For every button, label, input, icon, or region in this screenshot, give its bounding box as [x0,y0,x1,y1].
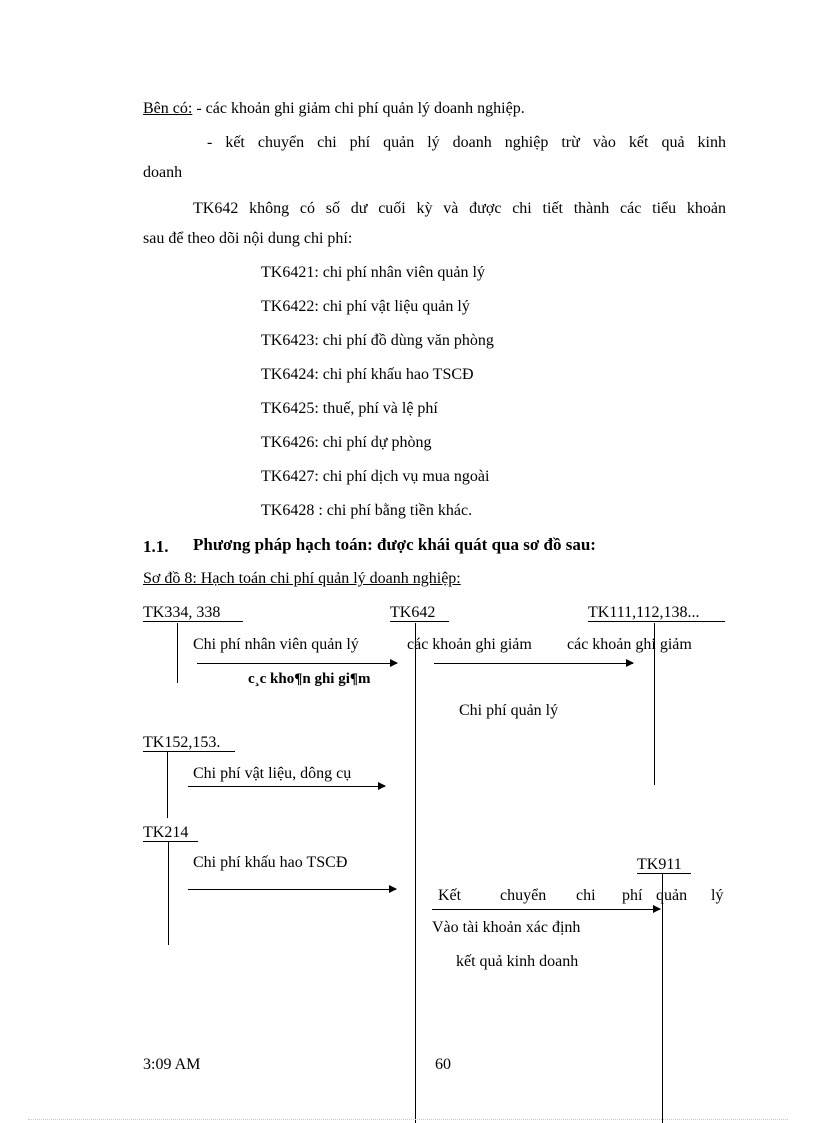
sub-account-6428: TK6428 : chi phí bằng tiền khác. [261,502,473,519]
label-depreciation-cost: Chi phí khấu hao TSCĐ [193,854,348,871]
account-tk334-338: TK334, 338 [143,604,221,621]
sub-account-6423: TK6423: chi phí đồ dùng văn phòng [261,332,494,349]
tk911-t-line [662,874,663,1123]
arrow-staff-to-tk642 [197,663,397,664]
transfer-line-2: Vào tài khoản xác định [432,919,581,936]
account-tk152-153: TK152,153. [143,734,221,751]
tk642-paragraph-line-1: TK642 không có số dư cuối kỳ và được chi tiết thành các tiểu khoản [193,200,726,217]
arrow-depreciation-to-tk642 [188,889,396,890]
sub-account-6426: TK6426: chi phí dự phòng [261,434,432,451]
tk642-paragraph-line-2: sau để theo dõi nội dung chi phí: [143,230,353,247]
footer-page-number: 60 [435,1056,451,1073]
tk334-underline [143,621,243,622]
section-heading: Phương pháp hạch toán: được khái quát qua sơ đồ sau: [193,535,596,554]
credit-side-label: Bên có: [143,100,193,117]
transfer-word-4: phí [622,887,643,904]
label-garbled-reduction: c¸c kho¶n ghi gi¶m [248,671,371,687]
label-material-cost: Chi phí vật liệu, dông cụ [193,765,352,782]
credit-side-item-2-cont: doanh [143,164,183,181]
tk152-underline [143,751,235,752]
sub-account-6424: TK6424: chi phí khấu hao TSCĐ [261,366,474,383]
tk111-underline [588,621,725,622]
transfer-line-3: kết quả kinh doanh [456,953,579,970]
transfer-word-1: Kết [438,887,462,904]
sub-account-6427: TK6427: chi phí dịch vụ mua ngoài [261,468,490,485]
account-tk214: TK214 [143,824,189,841]
tk911-underline [637,873,691,874]
page-bottom-divider [28,1119,788,1120]
section-number: 1.1. [143,537,169,556]
tk214-t-line [168,842,169,945]
tk334-t-line [177,623,178,683]
arrow-tk642-to-tk911 [432,909,660,910]
account-tk911: TK911 [637,856,682,873]
credit-side-item-1: - các khoản ghi giảm chi phí quản lý doanh nghiệp. [192,100,525,117]
arrow-tk642-to-tk111 [434,663,633,664]
transfer-word-5: quản [656,887,688,904]
transfer-word-2: chuyển [500,887,547,904]
footer-time: 3:09 AM [143,1056,201,1073]
tk152-t-line [167,752,168,818]
account-tk642: TK642 [390,604,436,621]
transfer-word-3: chi [576,887,596,904]
label-staff-cost: Chi phí nhân viên quản lý [193,636,359,653]
label-reduction-2: các khoản ghi giảm [567,636,692,653]
tk111-t-line [654,623,655,785]
tk214-underline [143,841,198,842]
account-tk111-112-138: TK111,112,138... [588,604,700,621]
label-management-cost: Chi phí quản lý [459,702,559,719]
credit-side-item-2: - kết chuyển chi phí quản lý doanh nghiệp trừ vào kết quả kinh [207,134,726,151]
tk642-t-line [415,623,416,1123]
transfer-word-6: lý [711,887,724,904]
sub-account-6422: TK6422: chi phí vật liệu quản lý [261,298,470,315]
arrow-material-to-tk642 [188,786,385,787]
diagram-caption: Sơ đồ 8: Hạch toán chi phí quản lý doanh nghiệp: [143,570,461,587]
sub-account-6421: TK6421: chi phí nhân viên quản lý [261,264,485,281]
label-reduction-1: các khoản ghi giảm [407,636,532,653]
sub-account-6425: TK6425: thuế, phí và lệ phí [261,400,438,417]
tk642-underline [390,621,449,622]
credit-side-line [143,99,525,119]
